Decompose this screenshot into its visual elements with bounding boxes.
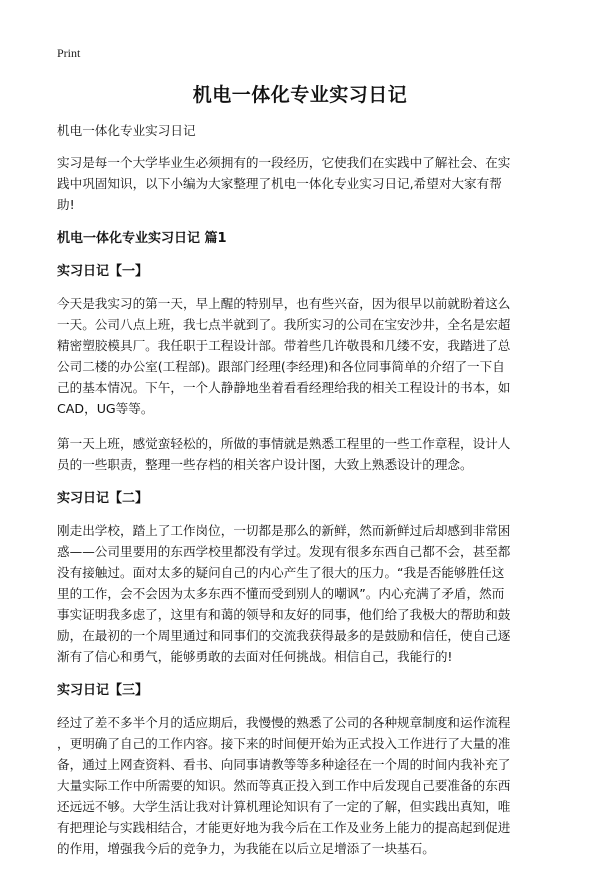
- document-subtitle: 机电一体化专业实习日记: [57, 123, 196, 138]
- text-line: 还远远不够。大学生活让我对计算机理论知识有了一定的了解，但实践出真知，唯: [57, 799, 511, 814]
- text-line: 惑——公司里要用的东西学校里都没有学过。发现有很多东西自己都不会，甚至都: [57, 544, 511, 559]
- entry-3-paragraph-1: [57, 712, 547, 859]
- text-line: 大量实际工作中所需要的知识。然而等真正投入到工作中后发现自己要准备的东西: [57, 778, 511, 793]
- text-line: 刚走出学校，踏上了工作岗位，一切都是那么的新鲜，然而新鲜过后却感到非常困: [57, 523, 511, 538]
- intro-line: 实习是每一个大学毕业生必须拥有的一段经历，它使我们在实践中了解社会、在实: [57, 155, 511, 170]
- text-line: 渐有了信心和勇气，能够勇敢的去面对任何挑战。相信自己，我能行的!: [57, 649, 453, 664]
- text-line: ，更明确了自己的工作内容。接下来的时间便开始为正式投入工作进行了大量的准: [57, 736, 511, 751]
- entry-2-paragraph-1: [57, 520, 547, 667]
- text-line: 公司二楼的办公室(工程部)。跟部门经理(李经理)和各位同事简单的介绍了一下自: [57, 359, 505, 374]
- text-line: 励，在最初的一个周里通过和同事们的交流我获得最多的是鼓励和信任，使自己逐: [57, 628, 511, 643]
- entry-1-paragraph-1: [57, 293, 547, 419]
- intro-paragraph: [57, 152, 547, 215]
- text-line: 备，通过上网查资料、看书、向同事请教等等多种途径在一个周的时间内我补充了: [57, 757, 511, 772]
- entry-1-paragraph-2: [57, 433, 547, 475]
- text-line: 经过了差不多半个月的适应期后，我慢慢的熟悉了公司的各种规章制度和运作流程: [57, 715, 511, 730]
- section-heading: 机电一体化专业实习日记 篇1: [57, 231, 227, 246]
- intro-line: 助!: [57, 197, 75, 212]
- text-line: 今天是我实习的第一天，早上醒的特别早，也有些兴奋，因为很早以前就盼着这么: [57, 296, 511, 311]
- entry-heading-3: 实习日记【三】: [57, 683, 149, 698]
- entry-heading-2: 实习日记【二】: [57, 491, 149, 506]
- text-line: 精密塑胶模具厂。我任职于工程设计部。带着些几许敬畏和几缕不安，我踏进了总: [57, 338, 511, 353]
- document-body: [57, 120, 547, 873]
- text-line: CAD，UG等等。: [57, 401, 154, 416]
- text-line: 没有接触过。面对太多的疑问自己的内心产生了很大的压力。“我是否能够胜任这: [57, 565, 505, 580]
- text-line: 事实证明我多虑了，这里有和蔼的领导和友好的同事，他们给了我极大的帮助和鼓: [57, 607, 511, 622]
- print-link[interactable]: Print: [57, 46, 81, 60]
- text-line: 员的一些职责，整理一些存档的相关客户设计图，大致上熟悉设计的理念。: [57, 457, 473, 472]
- text-line: 的作用，增强我今后的竞争力，为我能在以后立足增添了一块基石。: [57, 841, 435, 856]
- text-line: 有把理论与实践相结合，才能更好地为我今后在工作及业务上能力的提高起到促进: [57, 820, 511, 835]
- text-line: 一天。公司八点上班，我七点半就到了。我所实习的公司在宝安沙井，全名是宏超: [57, 317, 511, 332]
- page-title: 机电一体化专业实习日记: [192, 84, 408, 106]
- text-line: 里的工作，会不会因为太多东西不懂而受到别人的嘲讽”。内心充满了矛盾，然而: [57, 586, 505, 601]
- text-line: 己的基本情况。下午，一个人静静地坐着看看经理给我的相关工程设计的书本，如: [57, 380, 511, 395]
- intro-line: 践中巩固知识，以下小编为大家整理了机电一体化专业实习日记,希望对大家有帮: [57, 176, 502, 191]
- entry-heading-1: 实习日记【一】: [57, 264, 149, 279]
- text-line: 第一天上班，感觉蛮轻松的，所做的事情就是熟悉工程里的一些工作章程，设计人: [57, 436, 511, 451]
